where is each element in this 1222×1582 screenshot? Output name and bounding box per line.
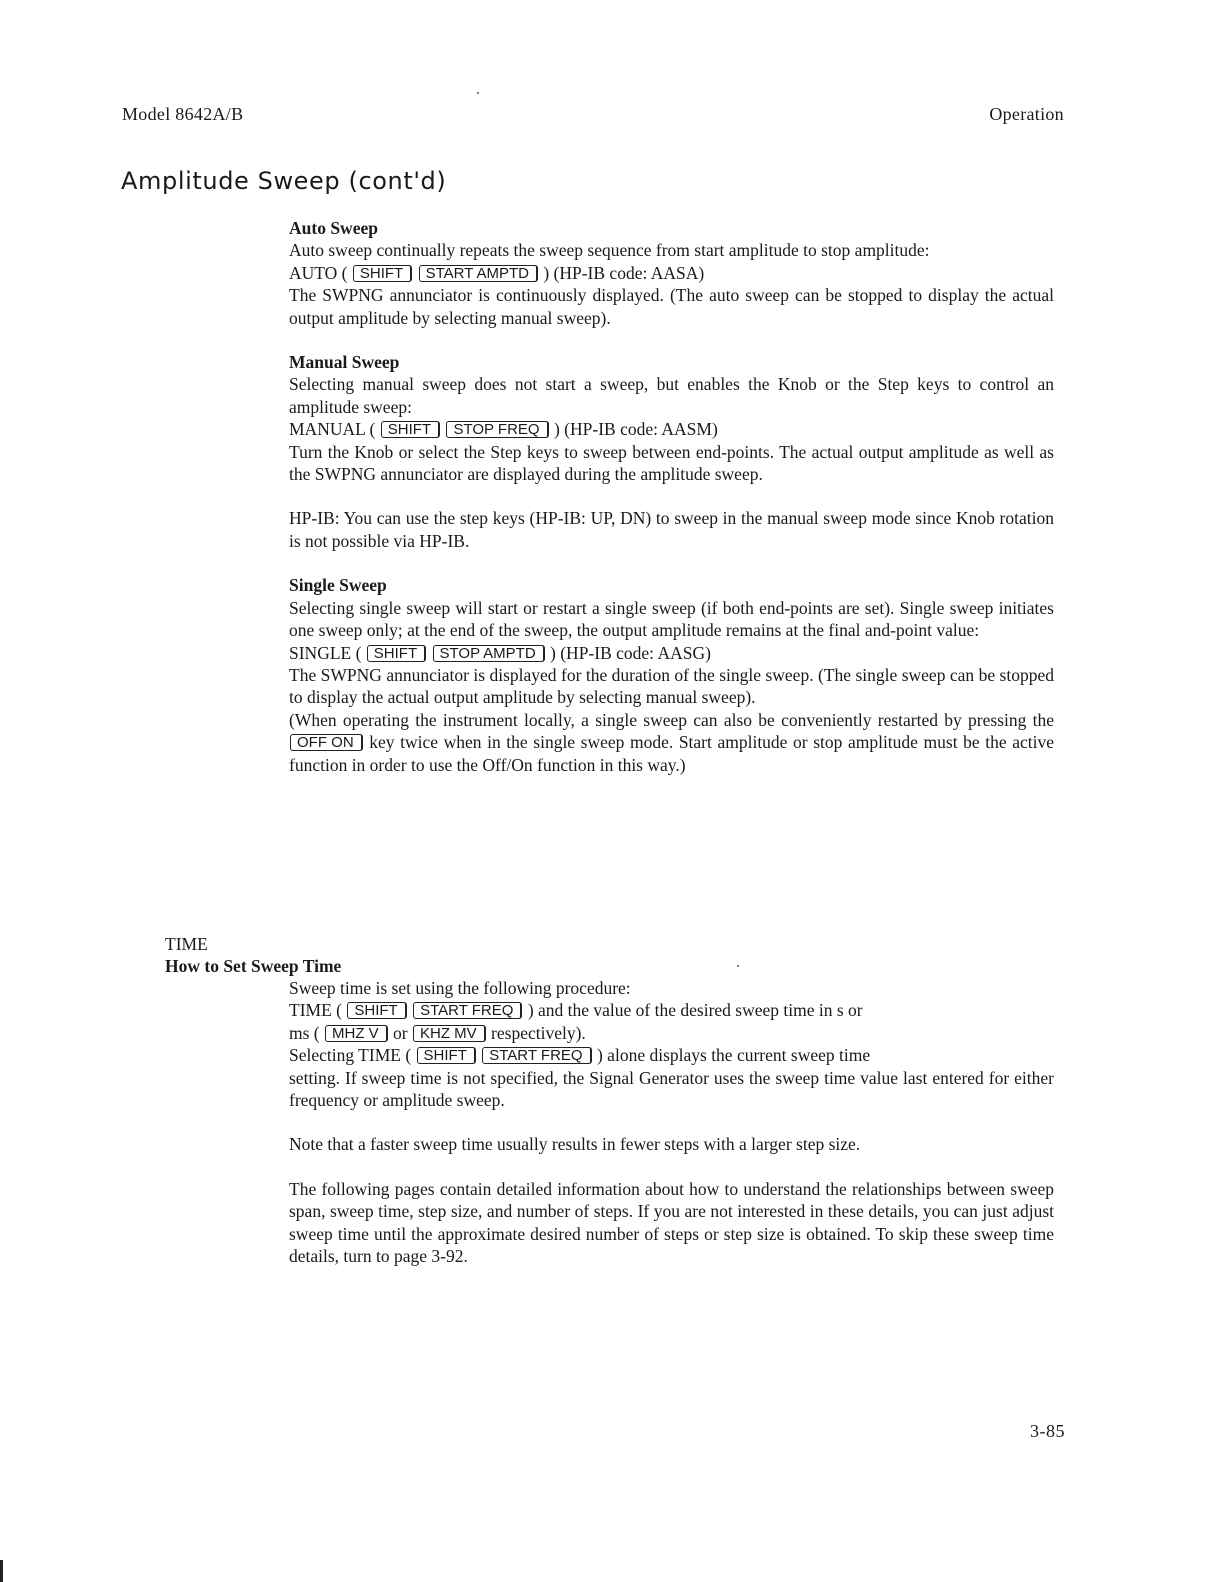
- start-freq-key[interactable]: START FREQ: [482, 1047, 591, 1064]
- manual-sweep-heading: Manual Sweep: [289, 352, 400, 373]
- time-intro: Sweep time is set using the following procedure:: [289, 978, 631, 998]
- manual-sweep-intro: Selecting manual sweep does not start a sweep, but enables the Knob or the Step keys to control an amplitude sweep:: [289, 374, 1054, 417]
- stop-amptd-key[interactable]: STOP AMPTD: [433, 645, 545, 662]
- off-on-key[interactable]: OFF ON: [290, 734, 363, 751]
- shift-key[interactable]: SHIFT: [367, 645, 426, 662]
- shift-key[interactable]: SHIFT: [417, 1047, 476, 1064]
- stop-freq-key[interactable]: STOP FREQ: [446, 421, 548, 438]
- local-note-post: key twice when in the single sweep mode. Start amplitude or stop amplitude must be the active function in order to use the Off/On function in this way.): [289, 732, 1055, 775]
- time-cmd-prefix: TIME (: [289, 1000, 342, 1021]
- start-amptd-key[interactable]: START AMPTD: [419, 265, 538, 282]
- time-heading: TIME: [165, 934, 208, 954]
- auto-sweep-command: [289, 262, 1054, 284]
- time-command: [289, 999, 1054, 1021]
- shift-key[interactable]: SHIFT: [381, 421, 440, 438]
- scan-speck-2: [737, 965, 739, 967]
- time-display-prefix: Selecting TIME (: [289, 1045, 412, 1066]
- time-units-or: or: [393, 1022, 408, 1043]
- time-units-line: [289, 1022, 1054, 1044]
- header-section: Operation: [989, 104, 1064, 124]
- auto-sweep-note: The SWPNG annunciator is continuously displayed. (The auto sweep can be stopped to display the actual output amplitude by selecting manual sweep).: [289, 285, 1054, 328]
- scan-edge-mark: [0, 1560, 3, 1582]
- single-cmd-prefix: SINGLE (: [289, 642, 362, 663]
- single-sweep-local-note: [289, 709, 1054, 776]
- amplitude-sweep-body: [289, 217, 1054, 776]
- single-cmd-suffix: ) (HP-IB code: AASG): [550, 642, 711, 663]
- single-sweep-heading: Single Sweep: [289, 575, 387, 596]
- single-sweep-command: [289, 642, 1054, 664]
- khz-mv-key[interactable]: KHZ MV: [413, 1025, 486, 1042]
- time-body: [289, 977, 1054, 1267]
- auto-sweep-intro: Auto sweep continually repeats the sweep sequence from start amplitude to stop amplitude:: [289, 240, 930, 261]
- scan-speck: [477, 92, 479, 94]
- start-freq-key[interactable]: START FREQ: [413, 1002, 522, 1019]
- shift-key[interactable]: SHIFT: [347, 1002, 406, 1019]
- shift-key[interactable]: SHIFT: [353, 265, 412, 282]
- manual-cmd-suffix: ) (HP-IB code: AASM): [553, 419, 718, 440]
- single-sweep-note: The SWPNG annunciator is displayed for the duration of the single sweep. (The single sweep can be stopped to display the actual output amplitude by selecting manual sweep).: [289, 664, 1054, 708]
- time-units-suffix: respectively).: [491, 1022, 586, 1043]
- auto-sweep-heading: Auto Sweep: [289, 218, 378, 238]
- time-display-suffix: ) alone displays the current sweep time: [596, 1045, 871, 1066]
- local-note-pre: (When operating the instrument locally, a single sweep can also be conveniently restarted by pressing the: [289, 709, 1054, 730]
- header-model: Model 8642A/B: [122, 104, 244, 124]
- time-units-prefix: ms (: [289, 1022, 320, 1043]
- page-title: Amplitude Sweep (cont'd): [121, 167, 447, 195]
- time-details: The following pages contain detailed information about how to understand the relationships between sweep span, sweep time, step size, and number of steps. If you are not interested in these details, you can just adjust sweep time until the approximate desired number of steps or step size is obtained. To skip these sweep time details, turn to page 3-92.: [289, 1178, 1054, 1267]
- manual-cmd-prefix: MANUAL (: [289, 419, 376, 440]
- manual-sweep-note: Turn the Knob or select the Step keys to sweep between end-points. The actual output amplitude as well as the SWPNG annunciator are displayed during the amplitude sweep.: [289, 441, 1054, 485]
- auto-cmd-prefix: AUTO (: [289, 262, 348, 283]
- single-sweep-intro: Selecting single sweep will start or restart a single sweep (if both end-points are set). Single sweep initiates one sweep only; at the end of the sweep, the output amplitude remains at the final and-point value:: [289, 597, 1054, 641]
- manual-sweep-command: [289, 418, 1054, 440]
- auto-cmd-suffix: ) (HP-IB code: AASA): [543, 262, 705, 283]
- time-note: Note that a faster sweep time usually results in fewer steps with a larger step size.: [289, 1134, 861, 1155]
- time-display-line: [289, 1044, 1054, 1066]
- manual-sweep-hpib-note: HP-IB: You can use the step keys (HP-IB: UP, DN) to sweep in the manual sweep mode since Knob rotation is not possible via HP-IB.: [289, 508, 1054, 551]
- time-display-rest: setting. If sweep time is not specified, the Signal Generator uses the sweep time value last entered for either frequency or amplitude sweep.: [289, 1067, 1054, 1111]
- time-subheading: How to Set Sweep Time: [165, 956, 342, 976]
- mhz-v-key[interactable]: MHZ V: [325, 1025, 388, 1042]
- page-number: 3-85: [1030, 1421, 1065, 1441]
- time-cmd-suffix: ) and the value of the desired sweep time in s or: [527, 1000, 863, 1021]
